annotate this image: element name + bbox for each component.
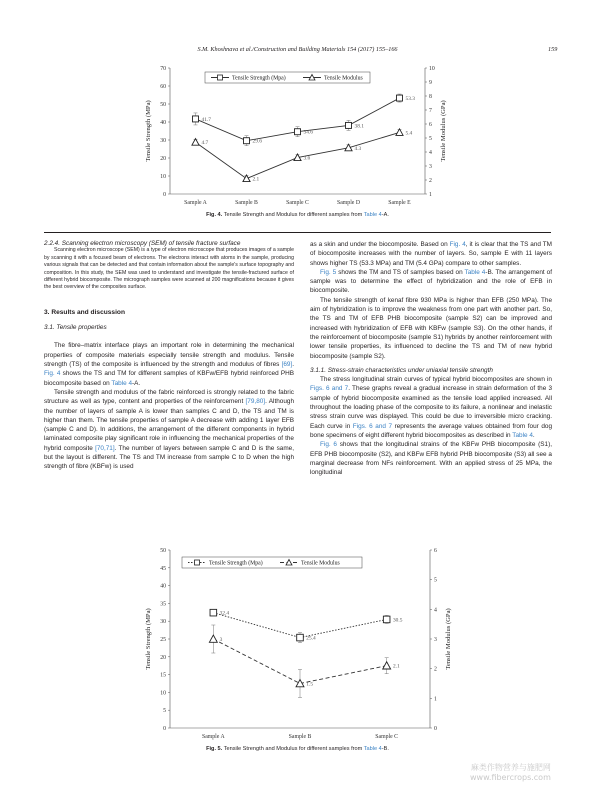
fig4-data-label: 4.3	[354, 145, 362, 152]
fig4-ylabel: Tensile Strength (MPa)	[145, 100, 152, 162]
fig5-ytick-label: 0	[163, 726, 166, 732]
ref-link-70-71[interactable]: [70,71]	[95, 444, 115, 452]
fig5-xtick-label: Sample C	[375, 734, 399, 740]
fig4-y2tick-label: 2	[429, 178, 432, 184]
fig5-data-label: 2.1	[392, 663, 400, 670]
fig5-y2tick-label: 1	[434, 696, 437, 703]
fig4-ytick-label: 70	[160, 66, 166, 72]
fig5-point-triangle	[383, 662, 391, 669]
fig4-data-label: 29.6	[252, 138, 262, 145]
fig5-ytick-label: 30	[160, 619, 166, 626]
fig4-y2tick-label: 6	[429, 122, 432, 128]
figure-4-chart	[140, 60, 460, 210]
fig4-point-square	[397, 95, 403, 101]
fig4-ytick-label: 10	[160, 174, 166, 180]
fig4-ytick-label: 40	[160, 120, 166, 126]
fig5-ytick-label: 40	[160, 583, 166, 590]
paragraph-kenaf: The tensile strength of kenaf fibre 930 MPa is higher than EFB (250 MPa). The aim of hybridization is to improve the weakness from one part with another part. So, the TS and TM of EFB PHB biocomposite (sample S2) can be improved and increased with hybridization of EFB with KBFw (sample S3). On the other hands, if the reinforcement of biocomposite (sample S1) hybrids by another reinforcement with lower tensile properties, its influenced to decline the TS and TM of new hybrid biocomposite (sample S2).	[310, 296, 552, 360]
fig5-ylabel: Tensile Strength (MPa)	[145, 608, 152, 670]
fig4-y2tick-label: 8	[429, 94, 432, 100]
fig4-y2tick-label: 10	[429, 66, 435, 72]
fig4-xtick-label: Sample E	[388, 200, 411, 206]
figs67-link-2[interactable]: Figs. 6 and 7	[352, 422, 393, 430]
fig4-data-label: 4.7	[201, 140, 209, 147]
ref-link-69[interactable]: [69]	[281, 361, 293, 369]
fig4-xtick-label: Sample B	[235, 200, 258, 206]
fig6-link[interactable]: Fig. 6	[320, 441, 337, 449]
fig4-xtick-label: Sample C	[286, 200, 309, 206]
fig4-link[interactable]: Fig. 4	[44, 370, 61, 378]
fig4-ytick-label: 0	[163, 192, 166, 198]
paragraph-fig6-discussion: Fig. 6 shows that the longitudinal strains of the KBFw PHB biocomposite (S1), EFB PHB biocomposite (S2), and KBFw EFB hybrid PHB biocomposite (S3) all see a marginal decrease from NFs reinforcement. With an applied stress of 25 MPa, the longitudinal	[310, 441, 552, 477]
figure-4-caption	[0, 212, 595, 218]
fig4-xtick-label: Sample D	[336, 200, 361, 206]
fig5-ytick-label: 15	[160, 672, 166, 679]
fig5-point-triangle	[209, 635, 217, 642]
fig5-link[interactable]: Fig. 5	[320, 268, 337, 276]
fig5-y2label: Tensile Modulus (GPa)	[445, 608, 452, 670]
fig5-ytick-label: 10	[160, 690, 166, 697]
fig5-data-label: 25.4	[306, 635, 316, 642]
paragraph-fig4-discussion: as a skin and under the biocomposite. Based on Fig. 4, it is clear that the TS and TM of biocomposite increases with the number of layers. So, sample E with 11 layers shows higher TS (53.3 MPa) and TM (5.4 GPa) compare to other samples.	[310, 241, 552, 267]
fig4-point-triangle	[243, 175, 250, 182]
figure-5-label: Fig. 5.	[206, 746, 223, 752]
fig4-point-square	[295, 129, 301, 135]
fig4-point-triangle	[396, 129, 403, 136]
fig5-y2tick-label: 2	[434, 666, 437, 673]
fig4-legend-marker	[218, 75, 223, 80]
journal-citation: S.M. Khoshnava et al./Construction and Building Materials 154 (2017) 155–166	[197, 46, 398, 53]
fig5-legend-marker	[195, 560, 200, 565]
fig4-y2tick-label: 7	[429, 108, 432, 114]
paragraph-fig5-discussion: Fig. 5 shows the TM and TS of samples based on Table 4-B. The arrangement of sample was to determine the effect of hybridization and the role of EFB in biocomposite.	[310, 268, 552, 295]
figure-5-caption-tail: -B.	[381, 746, 389, 752]
section-3-1-title: 3.1. Tensile properties	[44, 324, 107, 332]
ref-link-79-80[interactable]: [79,80]	[245, 398, 266, 406]
section-3-1-1-title: 3.1.1. Stress-strain characteristics under uniaxial tensile strength	[310, 366, 493, 374]
fig4-link-2[interactable]: Fig. 4	[449, 241, 466, 248]
fig4-legend-label: Tensile Modulus	[324, 75, 363, 82]
fig5-y2tick-label: 0	[434, 726, 437, 732]
fig4-ytick-label: 50	[160, 102, 166, 108]
fig4-legend-label: Tensile Strength (Mpa)	[232, 75, 286, 82]
fig5-y2tick-label: 4	[434, 607, 437, 614]
watermark	[470, 763, 551, 783]
table4-link-2[interactable]: Table 4	[464, 268, 486, 276]
fig4-ytick-label: 60	[160, 84, 166, 90]
fig5-y2tick-label: 3	[434, 637, 437, 643]
fig5-ytick-label: 5	[163, 708, 166, 715]
figure-4-table-link[interactable]: Table 4	[363, 212, 382, 218]
fig4-data-label: 38.1	[354, 123, 364, 130]
fig4-point-square	[193, 116, 199, 122]
fig5-data-label: 3	[219, 637, 223, 643]
section-2-2-4-body: Scanning electron microscope (SEM) is a type of electron microscope that produces images of a sample by scanning it with a focused beam of electrons. The electrons interact with atoms in the sample, producing various signals that can be detected and that contain information about the sample's surface topography and composition. In this study, the SEM was used to understand and investigate the tensile-fractured surface of different hybrid biocomposite. The micrograph samples were scanned at 200 magnifications because it gives the best overview of the composites surface.	[44, 247, 294, 291]
fig5-xtick-label: Sample B	[288, 734, 312, 740]
fig5-legend-label: Tensile Strength (Mpa)	[209, 560, 263, 567]
fig4-y2label: Tensile Modulus (GPa)	[440, 100, 447, 162]
fig4-data-label: 3.6	[303, 155, 311, 162]
fig5-data-label: 1.5	[306, 681, 314, 688]
table4-link-3[interactable]: Table 4	[512, 431, 533, 439]
figure-5-caption-text: Tensile Strength and Modulus for different samples from	[223, 746, 363, 752]
left-column	[44, 240, 294, 472]
fig4-point-triangle	[192, 139, 199, 146]
watermark-line-1: 麻类作物营养与施肥网	[470, 763, 551, 772]
fig4-ytick-label: 20	[160, 156, 166, 162]
figure-4-caption-text: Tensile Strength and Modulus for different samples from	[223, 212, 363, 218]
fig5-data-label: 32.4	[219, 610, 230, 617]
fig4-y2tick-label: 5	[429, 136, 432, 142]
fig5-data-label: 30.5	[392, 617, 403, 624]
fig4-y2tick-label: 4	[429, 150, 432, 156]
fig4-y2tick-label: 1	[429, 192, 432, 198]
fig5-y2tick-label: 5	[434, 577, 437, 584]
section-3-title: 3. Results and discussion	[44, 308, 125, 316]
fig4-data-label: 5.4	[405, 130, 413, 137]
fig5-ytick-label: 25	[160, 637, 166, 643]
fig5-ytick-label: 45	[160, 565, 166, 572]
watermark-line-2: www.fibercrops.com	[470, 773, 551, 782]
fig5-point-square	[297, 634, 304, 641]
figure-5-chart	[140, 543, 470, 743]
fig4-point-square	[244, 138, 250, 144]
figure-4-caption-tail: -A.	[381, 212, 389, 218]
fig5-ytick-label: 20	[160, 654, 166, 661]
page-number: 159	[548, 46, 558, 53]
paragraph-tensile-1: The fibre–matrix interface plays an important role in determining the mechanical properties of composite materials especially tensile strength and modulus. Tensile strength (TS) of the composite is influenced by the strength and modulus of fibres [69]. Fig. 4 shows the TS and TM for different samples of KBFw/EFB hybrid reinforced PHB biocomposite based on Table 4-A.	[44, 342, 295, 387]
fig5-xtick-label: Sample A	[201, 734, 225, 740]
fig4-point-square	[346, 122, 352, 128]
fig5-ytick-label: 35	[160, 601, 166, 608]
fig4-xtick-label: Sample A	[184, 200, 207, 206]
figure-5-caption	[0, 746, 595, 752]
fig5-legend-label: Tensile Modulus	[301, 560, 340, 567]
figure-4-label: Fig. 4.	[206, 212, 223, 218]
right-column	[310, 240, 552, 477]
fig4-data-label: 41.7	[201, 116, 211, 123]
fig4-ytick-label: 30	[160, 138, 166, 144]
fig4-data-label: 53.3	[405, 96, 415, 103]
paragraph-tensile-2: Tensile strength and modulus of the fabric reinforced is strongly related to the fabric structure as well as type, content and properties of the reinforcement [79,80]. Although the number of layers of sample A is lower than samples C and D, the TS and TM is higher than them. The tensile properties of sample A decrease with adding 1 layer EFB (sample C and D). In additions, the arrangement of the different components in hybrid laminated composite play significant role in influencing the mechanical properties of the hybrid composite [70,71]. The number of layers between sample C and D is the same, but the layout is different. The TS and TM increase from sample C to D when the high strength of fibre (KBFw) is used	[44, 388, 294, 471]
fig5-y2tick-label: 6	[434, 548, 437, 554]
fig5-ytick-label: 50	[160, 548, 166, 554]
fig4-data-label: 2.1	[252, 176, 260, 183]
paragraph-stress-strain: The stress longitudinal strain curves of typical hybrid biocomposites are shown in Figs. 6 and 7. These graphs reveal a gradual increase in strain deformation of the 3 sample of hybrid biocomposite examined as the tensile load applied increased. All throughout the loading phase of the composite to its failure, a nonlinear and inelastic stress strain curve was displayed. This could be due to irreversible micro cracking. Each curve in Figs. 6 and 7 represents the average values obtained from four dog bone specimens of eight different hybrid biocomposites as described in Table 4.	[310, 376, 552, 439]
figure-5-table-link[interactable]: Table 4	[363, 746, 382, 752]
fig5-point-square	[383, 616, 390, 623]
fig4-data-label: 34.6	[303, 129, 313, 136]
figs67-link[interactable]: Figs. 6 and 7	[310, 385, 349, 393]
fig5-point-square	[210, 609, 217, 616]
table4-link[interactable]: Table 4	[111, 379, 133, 387]
fig4-y2tick-label: 3	[429, 164, 432, 170]
fig4-y2tick-label: 9	[429, 80, 432, 86]
divider-top	[44, 232, 551, 233]
section-2-2-4-title: 2.2.4. Scanning electron microscopy (SEM) of tensile fracture surface	[44, 240, 241, 247]
